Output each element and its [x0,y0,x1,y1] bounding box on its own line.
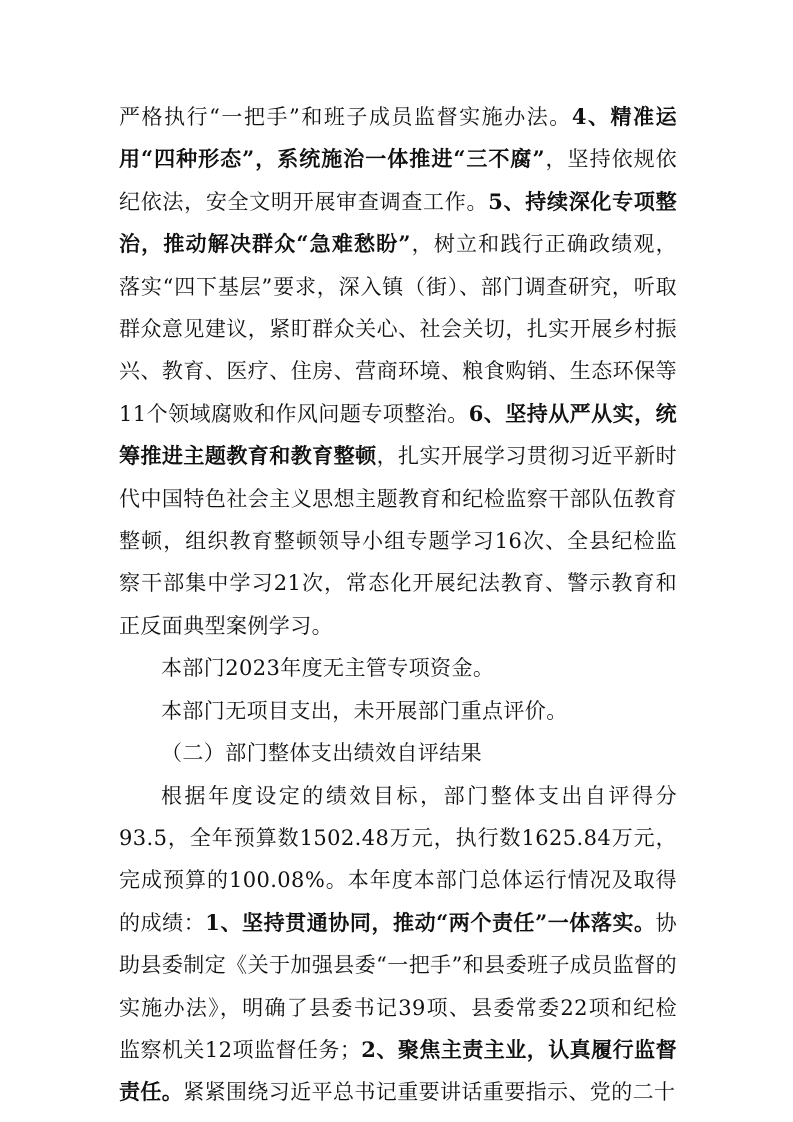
text-run: 协助县委制定《关于加强县委“一把手”和县委班子成员监督的实施办法》，明确了县委书记39项、县委常委22项和纪检监察机关12项监督任务； [119,910,677,1062]
text-run: 严格执行“一把手”和班子成员监督实施办法。 [119,105,572,129]
bold-heading-run: 5、持续深化专项整治，推动解决群众“急难愁盼” [119,188,677,257]
section-heading-text: （二）部门整体支出绩效自评结果 [161,741,482,766]
text-run: ，扎实开展学习贯彻习近平新时代中国特色社会主义思想主题教育和纪检监察干部队伍教育整顿，组织教育整顿领导小组专题学习16次、全县纪检监察干部集中学习21次，常态化开展纪法教育、警示教育和正反面典型案例学习。 [119,444,677,638]
section-heading [119,732,677,774]
text-run: ，坚持依规依纪依法，安全文明开展审查调查工作。 [119,147,678,214]
text-run: 紧紧围绕习近平总书记重要讲话重要指示、党的二十 [183,1080,676,1105]
paragraph-self-evaluation [119,775,677,1114]
document-body [119,96,677,1114]
text-run: 本部门无项目支出，未开展部门重点评价。 [161,698,568,723]
paragraph-project-expenditure [119,690,677,732]
text-run: 根据年度设定的绩效目标，部门整体支出自评得分93.5，全年预算数1502.48万元，执行数1625.84万元，完成预算的100.08%。本年度本部门总体运行情况及取得的成绩： [119,783,677,935]
bold-heading-run: 4、精准运用“四种形态”，系统施治一体推进“三不腐” [119,104,677,172]
bold-heading-run: 6、坚持从严从实，统筹推进主题教育和教育整顿 [119,400,677,469]
text-run: ，树立和践行正确政绩观，落实“四下基层”要求，深入镇（街）、部门调查研究，听取群众意见建议，紧盯群众关心、社会关切，扎实开展乡村振兴、教育、医疗、住房、营商环境、粮食购销、生态环保等11个领域腐败和作风问题专项整治。 [119,232,677,426]
paragraph-continuation [119,96,677,647]
paragraph-special-funds [119,647,677,689]
bold-heading-run: 2、聚焦主责主业，认真履行监督责任。 [119,1036,677,1105]
bold-heading-run: 1、坚持贯通协同，推动“两个责任”一体落实。 [205,909,656,935]
text-run: 本部门2023年度无主管专项资金。 [161,656,495,681]
